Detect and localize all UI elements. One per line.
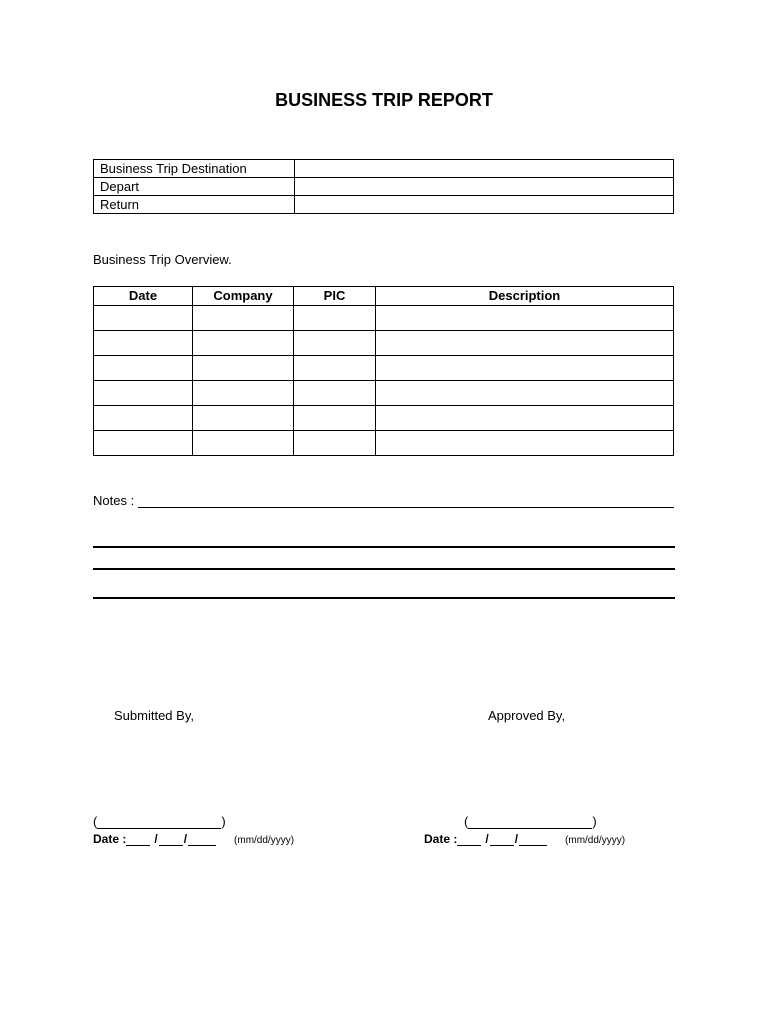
date-label: Date : [424, 832, 458, 846]
depart-value[interactable] [295, 178, 674, 196]
table-cell[interactable] [94, 331, 193, 356]
month-blank[interactable] [126, 833, 150, 846]
approved-date-line [424, 832, 625, 846]
close-paren: ) [592, 814, 597, 829]
table-cell[interactable] [376, 356, 674, 381]
notes-line[interactable] [93, 546, 675, 548]
return-label: Return [94, 196, 295, 214]
submitted-signature-field[interactable] [93, 814, 226, 829]
table-row [94, 331, 674, 356]
return-value[interactable] [295, 196, 674, 214]
table-cell[interactable] [376, 306, 674, 331]
signature-blank[interactable] [97, 815, 221, 829]
notes-input-line[interactable] [138, 493, 674, 508]
notes-label: Notes : [93, 493, 135, 508]
trip-info-row [94, 196, 674, 214]
trip-info-row [94, 160, 674, 178]
date-slash: / [154, 832, 158, 846]
trip-info-table [93, 159, 674, 214]
approved-by-label: Approved By, [488, 708, 566, 723]
notes-line[interactable] [93, 597, 675, 599]
trip-info-row [94, 178, 674, 196]
column-header-pic: PIC [294, 287, 376, 306]
column-header-date: Date [94, 287, 193, 306]
table-cell[interactable] [94, 431, 193, 456]
date-slash: / [514, 832, 519, 846]
date-format-hint: (mm/dd/yyyy) [565, 835, 626, 846]
date-slash: / [485, 832, 489, 846]
table-cell[interactable] [294, 331, 376, 356]
date-format-hint: (mm/dd/yyyy) [234, 835, 295, 846]
submitted-by-label: Submitted By, [114, 708, 194, 723]
table-row [94, 381, 674, 406]
table-cell[interactable] [193, 431, 294, 456]
table-cell[interactable] [193, 331, 294, 356]
year-blank[interactable] [188, 833, 216, 846]
table-row [94, 431, 674, 456]
approved-signature-field[interactable] [464, 814, 597, 829]
table-row [94, 406, 674, 431]
overview-heading: Business Trip Overview. [93, 252, 232, 267]
notes-field [93, 493, 674, 508]
day-blank[interactable] [490, 833, 514, 846]
depart-label: Depart [94, 178, 295, 196]
close-paren: ) [221, 814, 226, 829]
open-paren: ( [93, 814, 98, 829]
table-cell[interactable] [294, 381, 376, 406]
table-cell[interactable] [193, 356, 294, 381]
overview-table [93, 286, 674, 456]
notes-line[interactable] [93, 568, 675, 570]
destination-value[interactable] [295, 160, 674, 178]
table-cell[interactable] [94, 306, 193, 331]
table-cell[interactable] [193, 306, 294, 331]
table-cell[interactable] [376, 331, 674, 356]
column-header-company: Company [193, 287, 294, 306]
month-blank[interactable] [457, 833, 481, 846]
table-cell[interactable] [294, 431, 376, 456]
signature-blank[interactable] [468, 815, 592, 829]
date-label: Date : [93, 832, 127, 846]
table-cell[interactable] [94, 356, 193, 381]
open-paren: ( [464, 814, 469, 829]
table-cell[interactable] [376, 381, 674, 406]
table-cell[interactable] [193, 381, 294, 406]
destination-label: Business Trip Destination [94, 160, 295, 178]
table-cell[interactable] [294, 406, 376, 431]
date-slash: / [183, 832, 188, 846]
table-cell[interactable] [193, 406, 294, 431]
year-blank[interactable] [519, 833, 547, 846]
table-cell[interactable] [376, 406, 674, 431]
table-row [94, 356, 674, 381]
submitted-date-line [93, 832, 294, 846]
table-cell[interactable] [94, 406, 193, 431]
column-header-description: Description [376, 287, 674, 306]
table-row [94, 306, 674, 331]
table-cell[interactable] [294, 356, 376, 381]
overview-header-row [94, 287, 674, 306]
table-cell[interactable] [376, 431, 674, 456]
document-title: BUSINESS TRIP REPORT [275, 90, 493, 110]
day-blank[interactable] [159, 833, 183, 846]
table-cell[interactable] [294, 306, 376, 331]
table-cell[interactable] [94, 381, 193, 406]
